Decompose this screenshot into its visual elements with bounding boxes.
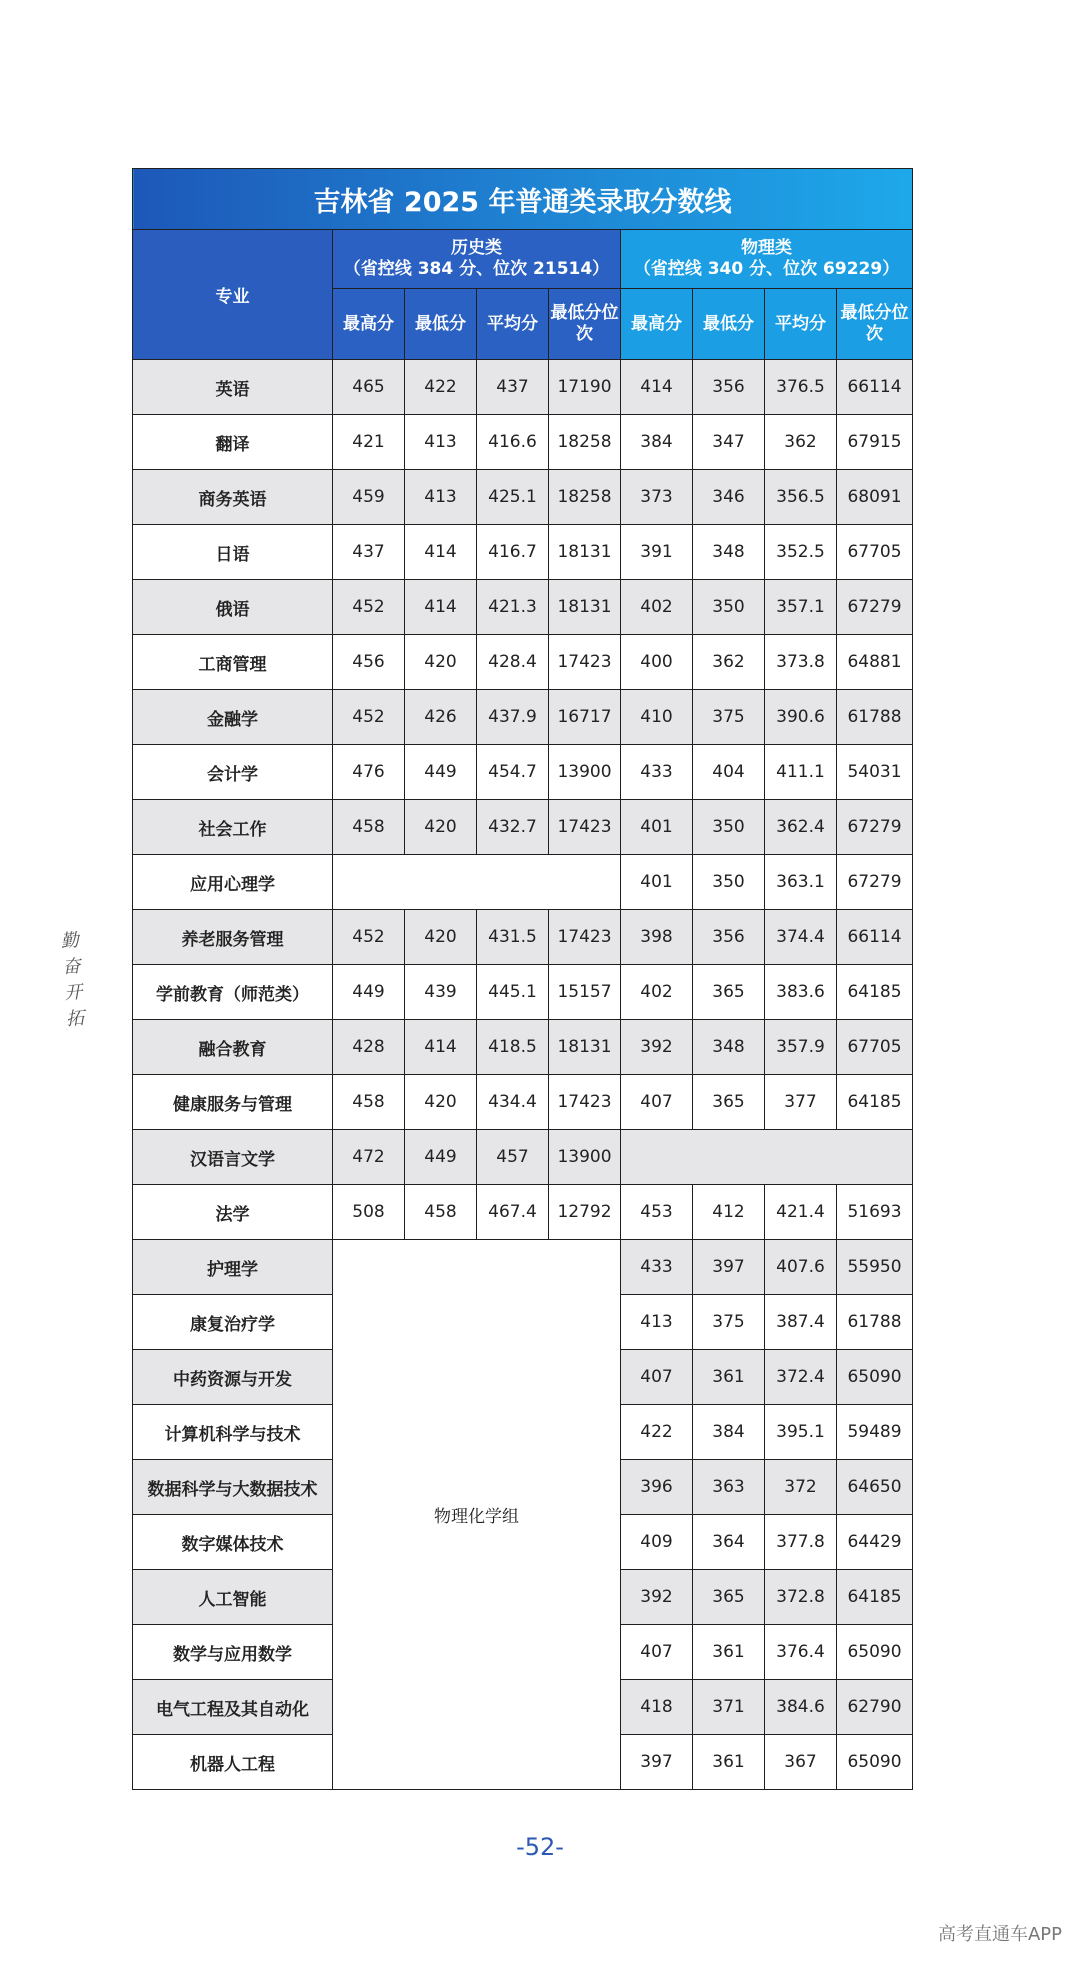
history-cell: 16717 <box>549 690 621 745</box>
physics-cell: 59489 <box>837 1405 913 1460</box>
physics-cell: 395.1 <box>765 1405 837 1460</box>
physics-cell: 387.4 <box>765 1295 837 1350</box>
physics-cell: 433 <box>621 1240 693 1295</box>
physics-cell: 402 <box>621 965 693 1020</box>
history-subheader: 最高分 <box>333 289 405 360</box>
physics-cell: 377.8 <box>765 1515 837 1570</box>
history-cell: 421.3 <box>477 580 549 635</box>
table-row <box>133 1020 913 1075</box>
history-cell: 420 <box>405 800 477 855</box>
physics-cell: 350 <box>693 580 765 635</box>
history-cell: 420 <box>405 1075 477 1130</box>
history-cell: 449 <box>405 745 477 800</box>
physics-cell: 407 <box>621 1350 693 1405</box>
physics-chem-group-note: 物理化学组 <box>333 1240 621 1790</box>
major-name: 养老服务管理 <box>133 910 333 965</box>
history-cell: 458 <box>333 1075 405 1130</box>
physics-cell: 347 <box>693 415 765 470</box>
history-subheader: 最低分 <box>405 289 477 360</box>
physics-cell: 407 <box>621 1075 693 1130</box>
history-cell: 422 <box>405 360 477 415</box>
major-name: 俄语 <box>133 580 333 635</box>
table-row <box>133 1185 913 1240</box>
history-cell: 508 <box>333 1185 405 1240</box>
physics-cell: 67279 <box>837 855 913 910</box>
physics-cell: 356 <box>693 360 765 415</box>
history-cell: 17423 <box>549 910 621 965</box>
physics-cell: 64650 <box>837 1460 913 1515</box>
history-cell: 17423 <box>549 635 621 690</box>
physics-cell: 361 <box>693 1735 765 1790</box>
history-cell: 452 <box>333 910 405 965</box>
history-cell: 458 <box>333 800 405 855</box>
physics-cell: 62790 <box>837 1680 913 1735</box>
physics-cell: 61788 <box>837 1295 913 1350</box>
history-cell: 414 <box>405 525 477 580</box>
table-row <box>133 470 913 525</box>
physics-cell: 398 <box>621 910 693 965</box>
physics-cell: 64429 <box>837 1515 913 1570</box>
physics-cell: 350 <box>693 800 765 855</box>
table-row <box>133 745 913 800</box>
history-cell: 467.4 <box>477 1185 549 1240</box>
physics-cell: 367 <box>765 1735 837 1790</box>
physics-cell: 348 <box>693 525 765 580</box>
physics-cell: 348 <box>693 1020 765 1075</box>
major-name: 翻译 <box>133 415 333 470</box>
physics-cell: 409 <box>621 1515 693 1570</box>
table-row <box>133 415 913 470</box>
history-cell: 439 <box>405 965 477 1020</box>
physics-cell: 396 <box>621 1460 693 1515</box>
history-cell: 15157 <box>549 965 621 1020</box>
physics-cell: 356 <box>693 910 765 965</box>
physics-cell: 364 <box>693 1515 765 1570</box>
physics-cell: 453 <box>621 1185 693 1240</box>
empty-physics-cell <box>621 1130 913 1185</box>
history-cell: 18131 <box>549 580 621 635</box>
physics-cell: 433 <box>621 745 693 800</box>
physics-cell: 410 <box>621 690 693 745</box>
physics-subheader: 最低分 <box>693 289 765 360</box>
admission-score-table <box>132 168 913 1790</box>
history-cell: 476 <box>333 745 405 800</box>
history-control-line: （省控线 384 分、位次 21514） <box>343 259 610 279</box>
physics-cell: 68091 <box>837 470 913 525</box>
physics-cell: 404 <box>693 745 765 800</box>
history-cell: 456 <box>333 635 405 690</box>
history-cell: 432.7 <box>477 800 549 855</box>
history-cell: 12792 <box>549 1185 621 1240</box>
major-name: 社会工作 <box>133 800 333 855</box>
history-cell: 413 <box>405 470 477 525</box>
table-row <box>133 360 913 415</box>
physics-cell: 363 <box>693 1460 765 1515</box>
history-cell: 452 <box>333 580 405 635</box>
table-row <box>133 1240 913 1295</box>
physics-cell: 392 <box>621 1020 693 1075</box>
physics-cell: 64185 <box>837 1075 913 1130</box>
physics-cell: 55950 <box>837 1240 913 1295</box>
history-cell: 426 <box>405 690 477 745</box>
history-cell: 420 <box>405 635 477 690</box>
history-cell: 437.9 <box>477 690 549 745</box>
physics-cell: 391 <box>621 525 693 580</box>
physics-subheader: 最低分位次 <box>837 289 913 360</box>
history-cell: 18258 <box>549 415 621 470</box>
table-row <box>133 580 913 635</box>
physics-cell: 362 <box>693 635 765 690</box>
history-cell: 445.1 <box>477 965 549 1020</box>
major-name: 康复治疗学 <box>133 1295 333 1350</box>
physics-cell: 390.6 <box>765 690 837 745</box>
physics-cell: 64881 <box>837 635 913 690</box>
physics-cell: 407.6 <box>765 1240 837 1295</box>
physics-cell: 67279 <box>837 800 913 855</box>
table-row <box>133 690 913 745</box>
physics-cell: 384.6 <box>765 1680 837 1735</box>
history-cell: 413 <box>405 415 477 470</box>
physics-cell: 376.4 <box>765 1625 837 1680</box>
history-cell: 457 <box>477 1130 549 1185</box>
physics-cell: 375 <box>693 1295 765 1350</box>
physics-cell: 67915 <box>837 415 913 470</box>
major-name: 工商管理 <box>133 635 333 690</box>
physics-cell: 65090 <box>837 1350 913 1405</box>
physics-cell: 372.4 <box>765 1350 837 1405</box>
history-cell: 449 <box>333 965 405 1020</box>
physics-cell: 363.1 <box>765 855 837 910</box>
watermark-text: 高考直通车APP <box>937 1924 1062 1945</box>
major-name: 中药资源与开发 <box>133 1350 333 1405</box>
physics-cell: 401 <box>621 800 693 855</box>
physics-cell: 352.5 <box>765 525 837 580</box>
physics-cell: 377 <box>765 1075 837 1130</box>
physics-cell: 384 <box>621 415 693 470</box>
physics-cell: 397 <box>621 1735 693 1790</box>
history-cell: 431.5 <box>477 910 549 965</box>
physics-cell: 361 <box>693 1625 765 1680</box>
history-cell: 18258 <box>549 470 621 525</box>
physics-cell: 376.5 <box>765 360 837 415</box>
major-name: 学前教育（师范类） <box>133 965 333 1020</box>
major-name: 人工智能 <box>133 1570 333 1625</box>
major-name: 护理学 <box>133 1240 333 1295</box>
history-cell: 13900 <box>549 1130 621 1185</box>
physics-cell: 411.1 <box>765 745 837 800</box>
major-name: 融合教育 <box>133 1020 333 1075</box>
history-cell: 428 <box>333 1020 405 1075</box>
physics-control-line: （省控线 340 分、位次 69229） <box>633 259 900 279</box>
physics-cell: 402 <box>621 580 693 635</box>
physics-cell: 372.8 <box>765 1570 837 1625</box>
physics-subheader: 平均分 <box>765 289 837 360</box>
physics-cell: 65090 <box>837 1625 913 1680</box>
physics-cell: 414 <box>621 360 693 415</box>
physics-cell: 383.6 <box>765 965 837 1020</box>
major-name: 数字媒体技术 <box>133 1515 333 1570</box>
history-group-header <box>333 230 621 289</box>
table-row <box>133 525 913 580</box>
physics-cell: 65090 <box>837 1735 913 1790</box>
physics-cell: 374.4 <box>765 910 837 965</box>
physics-cell: 413 <box>621 1295 693 1350</box>
physics-cell: 392 <box>621 1570 693 1625</box>
physics-cell: 361 <box>693 1350 765 1405</box>
physics-cell: 66114 <box>837 360 913 415</box>
history-cell: 414 <box>405 580 477 635</box>
major-name: 商务英语 <box>133 470 333 525</box>
table-row <box>133 800 913 855</box>
table-row <box>133 965 913 1020</box>
physics-cell: 356.5 <box>765 470 837 525</box>
physics-cell: 418 <box>621 1680 693 1735</box>
physics-cell: 350 <box>693 855 765 910</box>
side-calligraphy: 勤奋开拓 <box>59 929 85 1030</box>
physics-cell: 422 <box>621 1405 693 1460</box>
history-cell: 17423 <box>549 800 621 855</box>
history-cell: 414 <box>405 1020 477 1075</box>
history-cell: 472 <box>333 1130 405 1185</box>
physics-cell: 397 <box>693 1240 765 1295</box>
physics-cell: 67705 <box>837 1020 913 1075</box>
physics-cell: 346 <box>693 470 765 525</box>
physics-cell: 384 <box>693 1405 765 1460</box>
major-name: 电气工程及其自动化 <box>133 1680 333 1735</box>
history-cell: 17423 <box>549 1075 621 1130</box>
physics-cell: 372 <box>765 1460 837 1515</box>
history-cell: 449 <box>405 1130 477 1185</box>
major-column-header: 专业 <box>133 230 333 360</box>
major-name: 会计学 <box>133 745 333 800</box>
physics-cell: 64185 <box>837 965 913 1020</box>
physics-cell: 400 <box>621 635 693 690</box>
history-cell: 416.7 <box>477 525 549 580</box>
physics-cell: 373 <box>621 470 693 525</box>
history-cell: 437 <box>477 360 549 415</box>
history-cell: 428.4 <box>477 635 549 690</box>
table-row <box>133 1075 913 1130</box>
major-name: 数据科学与大数据技术 <box>133 1460 333 1515</box>
major-name: 汉语言文学 <box>133 1130 333 1185</box>
physics-group-name: 物理类 <box>741 238 793 258</box>
physics-cell: 365 <box>693 965 765 1020</box>
physics-cell: 357.1 <box>765 580 837 635</box>
physics-cell: 357.9 <box>765 1020 837 1075</box>
history-cell: 420 <box>405 910 477 965</box>
physics-cell: 373.8 <box>765 635 837 690</box>
physics-cell: 67279 <box>837 580 913 635</box>
table-row <box>133 635 913 690</box>
major-name: 金融学 <box>133 690 333 745</box>
physics-cell: 51693 <box>837 1185 913 1240</box>
table-row <box>133 910 913 965</box>
table-row <box>133 855 913 910</box>
history-cell: 458 <box>405 1185 477 1240</box>
physics-cell: 421.4 <box>765 1185 837 1240</box>
major-name: 计算机科学与技术 <box>133 1405 333 1460</box>
major-name: 数学与应用数学 <box>133 1625 333 1680</box>
empty-history-cell <box>333 855 621 910</box>
physics-cell: 64185 <box>837 1570 913 1625</box>
major-name: 健康服务与管理 <box>133 1075 333 1130</box>
physics-cell: 401 <box>621 855 693 910</box>
history-cell: 459 <box>333 470 405 525</box>
history-cell: 465 <box>333 360 405 415</box>
history-cell: 434.4 <box>477 1075 549 1130</box>
major-name: 机器人工程 <box>133 1735 333 1790</box>
history-cell: 454.7 <box>477 745 549 800</box>
history-cell: 421 <box>333 415 405 470</box>
history-cell: 416.6 <box>477 415 549 470</box>
physics-group-header <box>621 230 913 289</box>
history-cell: 425.1 <box>477 470 549 525</box>
page-number: -52- <box>516 1833 564 1861</box>
physics-cell: 375 <box>693 690 765 745</box>
history-cell: 13900 <box>549 745 621 800</box>
physics-cell: 66114 <box>837 910 913 965</box>
physics-cell: 365 <box>693 1570 765 1625</box>
physics-cell: 67705 <box>837 525 913 580</box>
history-cell: 437 <box>333 525 405 580</box>
physics-cell: 362.4 <box>765 800 837 855</box>
table-title: 吉林省 2025 年普通类录取分数线 <box>133 169 913 230</box>
history-subheader: 平均分 <box>477 289 549 360</box>
major-name: 英语 <box>133 360 333 415</box>
history-subheader: 最低分位次 <box>549 289 621 360</box>
history-cell: 18131 <box>549 525 621 580</box>
history-cell: 452 <box>333 690 405 745</box>
table-row <box>133 1130 913 1185</box>
physics-cell: 61788 <box>837 690 913 745</box>
history-cell: 17190 <box>549 360 621 415</box>
history-cell: 18131 <box>549 1020 621 1075</box>
physics-cell: 371 <box>693 1680 765 1735</box>
physics-cell: 365 <box>693 1075 765 1130</box>
physics-cell: 412 <box>693 1185 765 1240</box>
major-name: 日语 <box>133 525 333 580</box>
major-name: 应用心理学 <box>133 855 333 910</box>
history-group-name: 历史类 <box>451 238 502 258</box>
physics-subheader: 最高分 <box>621 289 693 360</box>
physics-cell: 362 <box>765 415 837 470</box>
history-cell: 418.5 <box>477 1020 549 1075</box>
major-name: 法学 <box>133 1185 333 1240</box>
physics-cell: 54031 <box>837 745 913 800</box>
physics-cell: 407 <box>621 1625 693 1680</box>
